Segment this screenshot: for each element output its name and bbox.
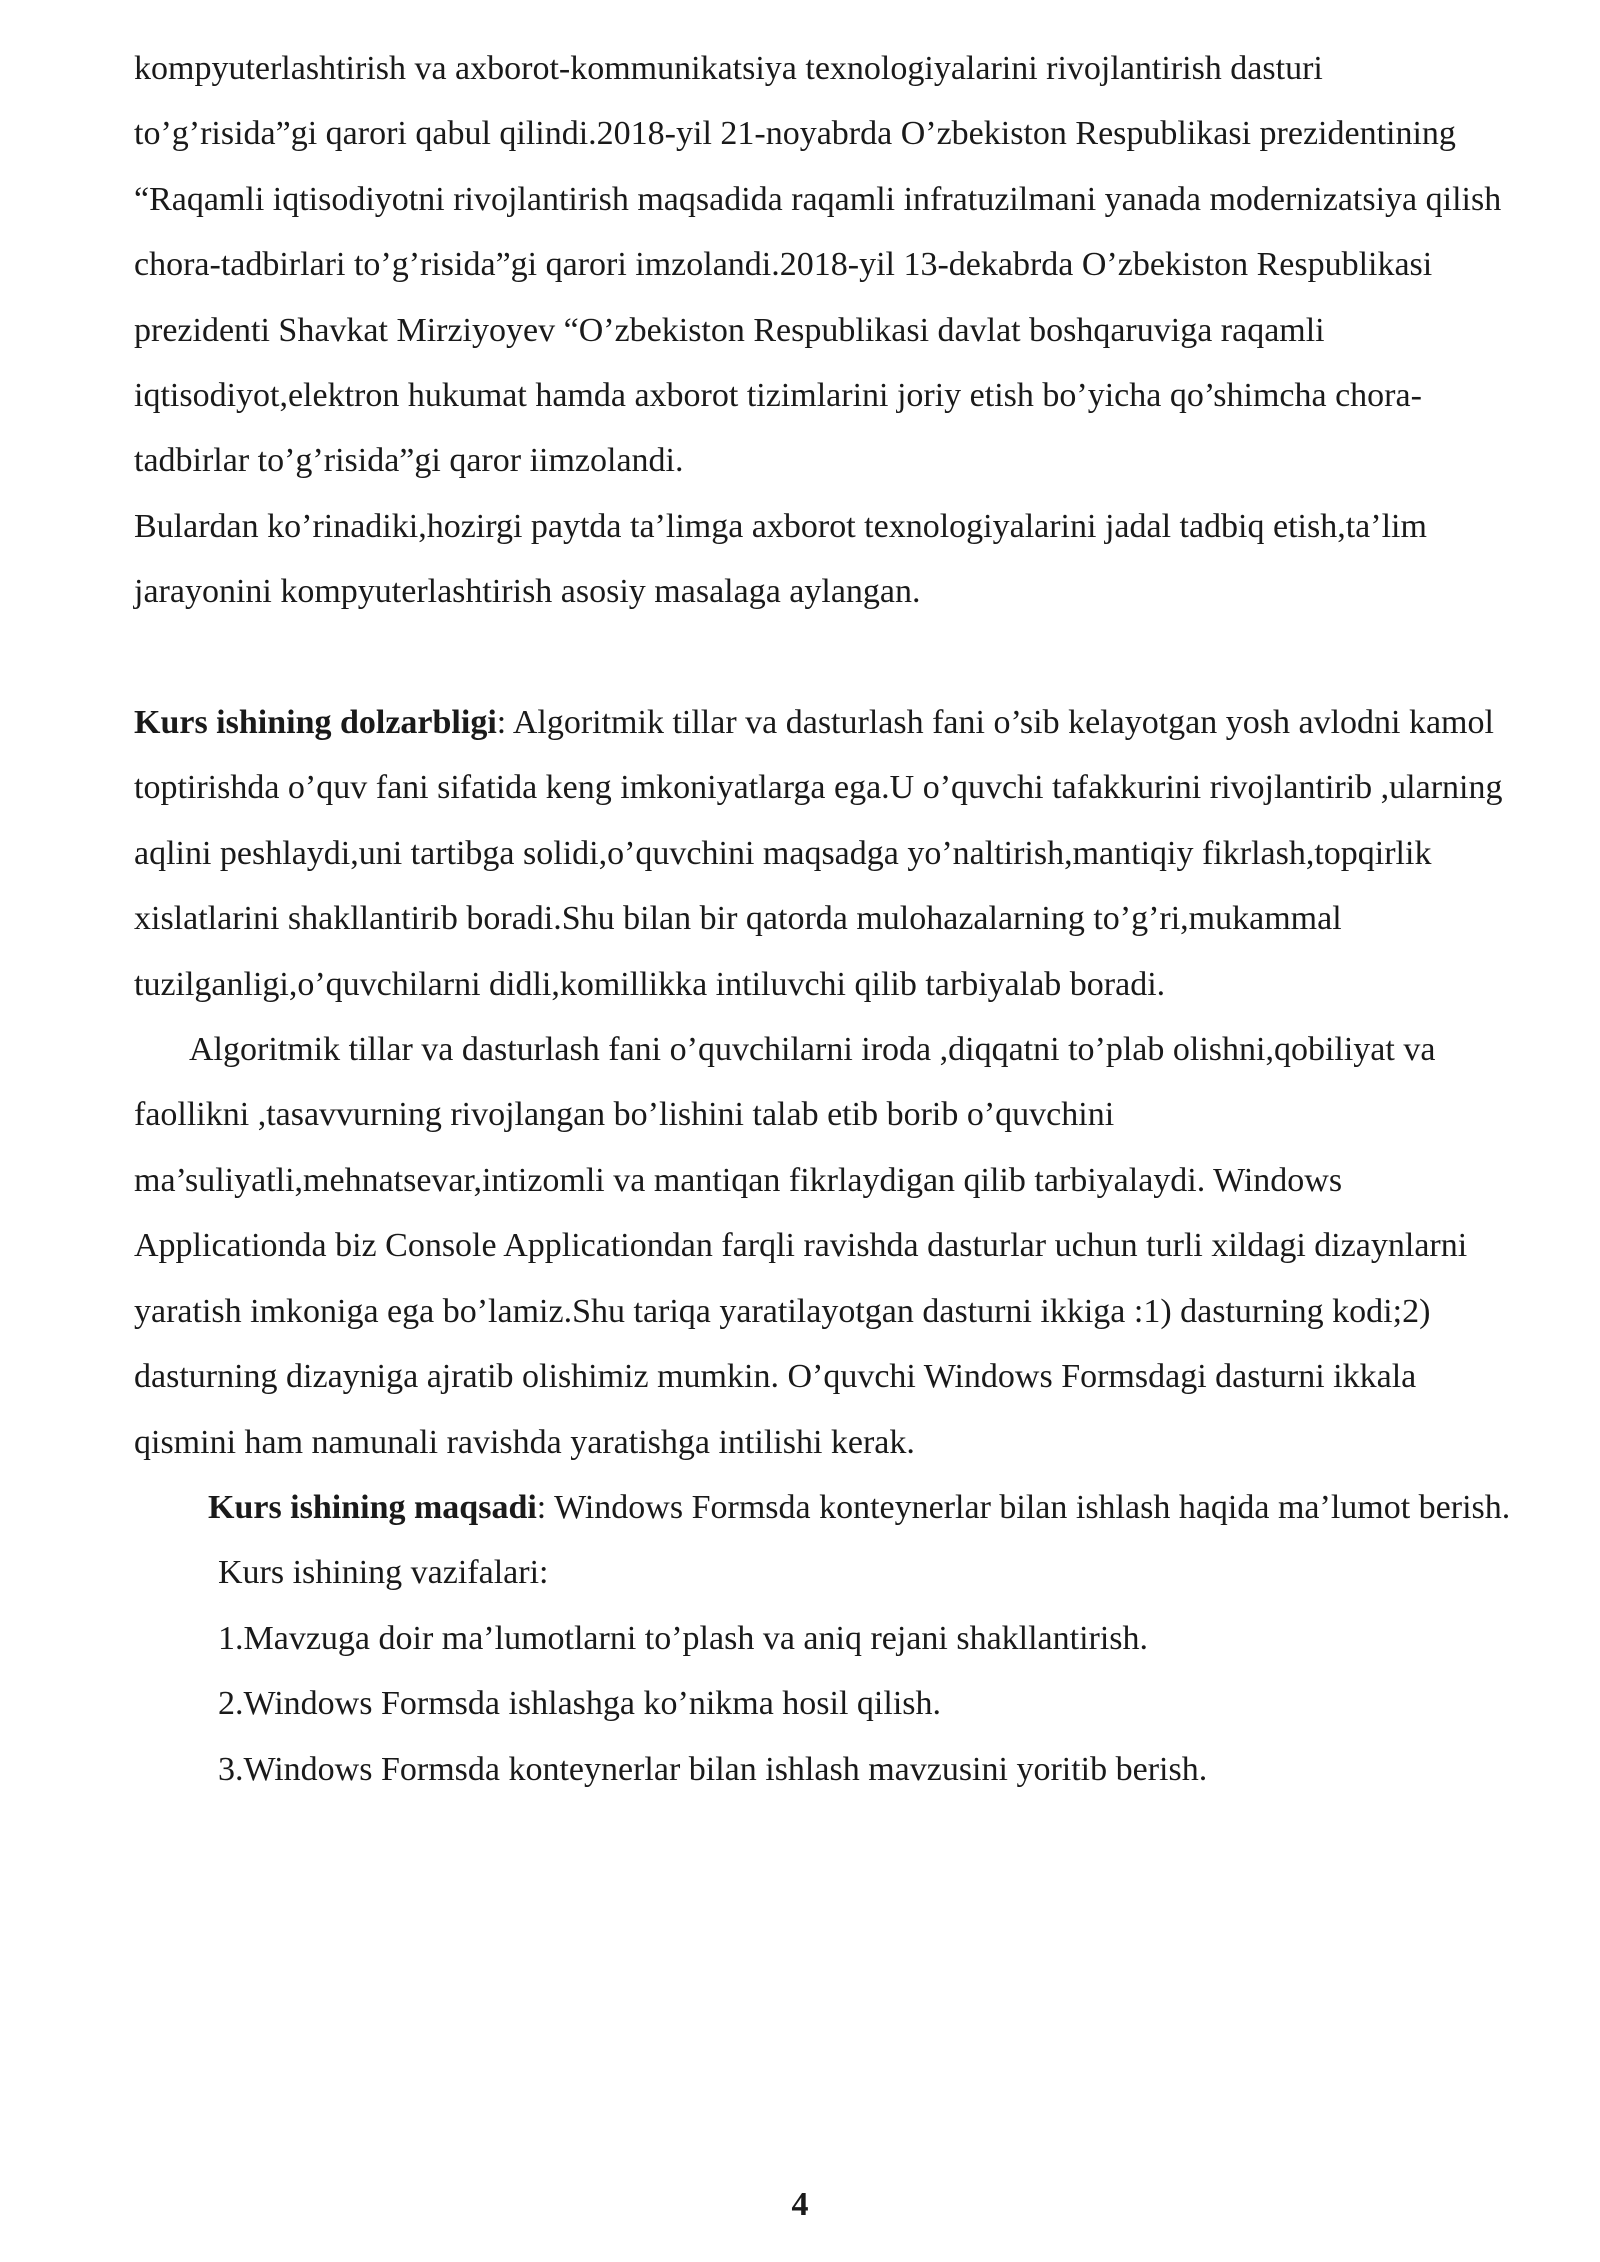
paragraph-conclusion: Bulardan ko’rinadiki,hozirgi paytda ta’limga axborot texnologiyalarini jadal tadbiq etish,ta’lim jarayonini kompyuterlashtirish asosiy masalaga aylangan.	[134, 507, 1427, 611]
goal-body: : Windows Formsda konteynerlar bilan ishlash haqida ma’lumot berish.	[536, 1488, 1511, 1526]
task-item-2: 2.Windows Formsda ishlashga ko’nikma hosil qilish.	[218, 1685, 941, 1723]
paragraph-relevance	[134, 690, 1514, 1017]
tasks-title: Kurs ishining vazifalari:	[218, 1554, 549, 1592]
paragraph-algorithmic: Algoritmik tillar va dasturlash fani o’quvchilarni iroda ,diqqatni to’plab olishni,qobiliyat va faollikni ,tasavvurning rivojlangan bo’lishini talab etib borib o’quvchini ma’suliyatli,mehnatsevar,intizomli va mantiqan fikrlaydigan qilib tarbiyalaydi. Windows Applicationda biz Console Applicationdan farqli ravishda dasturlar uchun turli xildagi dizaynlarni yaratish imkoniga ega bo’lamiz.Shu tariqa yaratilayotgan dasturni ikkiga :1) dasturning kodi;2) dasturning dizayniga ajratib olishimiz mumkin. O’quvchi Windows Formsdagi dasturni ikkala qismini ham namunali ravishda yaratishga intilishi kerak.	[134, 1031, 1468, 1461]
relevance-heading: Kurs ishining dolzarbligi	[134, 704, 497, 742]
paragraph-goal	[134, 1475, 1514, 1540]
blank-line	[134, 625, 1514, 690]
task-item-1: 1.Mavzuga doir ma’lumotlarni to’plash va aniq rejani shakllantirish.	[218, 1619, 1149, 1657]
document-page	[134, 36, 1514, 1802]
paragraph-intro: kompyuterlashtirish va axborot-kommunikatsiya texnologiyalarini rivojlantirish dasturi to’g’risida”gi qarori qabul qilindi.2018-yil 21-noyabrda O’zbekiston Respublikasi prezidentining “Raqamli iqtisodiyotni rivojlantirish maqsadida raqamli infratuzilmani yanada modernizatsiya qilish chora-tadbirlari to’g’risida”gi qarori imzolandi.2018-yil 13-dekabrda O’zbekiston Respublikasi prezidenti Shavkat Mirziyoyev “O’zbekiston Respublikasi davlat boshqaruviga raqamli iqtisodiyot,elektron hukumat hamda axborot tizimlarini joriy etish bo’yicha qo’shimcha chora-tadbirlar to’g’risida”gi qaror iimzolandi.	[134, 50, 1502, 480]
goal-heading: Kurs ishining maqsadi	[208, 1488, 537, 1526]
relevance-body: : Algoritmik tillar va dasturlash fani o’sib kelayotgan yosh avlodni kamol toptirishda o’quv fani sifatida keng imkoniyatlarga ega.U o’quvchi tafakkurini rivojlantirib ,ularning aqlini peshlaydi,uni tartibga solidi,o’quvchini maqsadga yo’naltirish,mantiqiy fikrlash,topqirlik xislatlarini shakllantirib boradi.Shu bilan bir qatorda mulohazalarning to’g’ri,mukammal tuzilganligi,o’quvchilarni didli,komillikka intiluvchi qilib tarbiyalab boradi.	[134, 704, 1503, 1003]
task-item-3: 3.Windows Formsda konteynerlar bilan ishlash mavzusini yoritib berish.	[218, 1750, 1208, 1788]
page-number: 4	[791, 2186, 809, 2223]
